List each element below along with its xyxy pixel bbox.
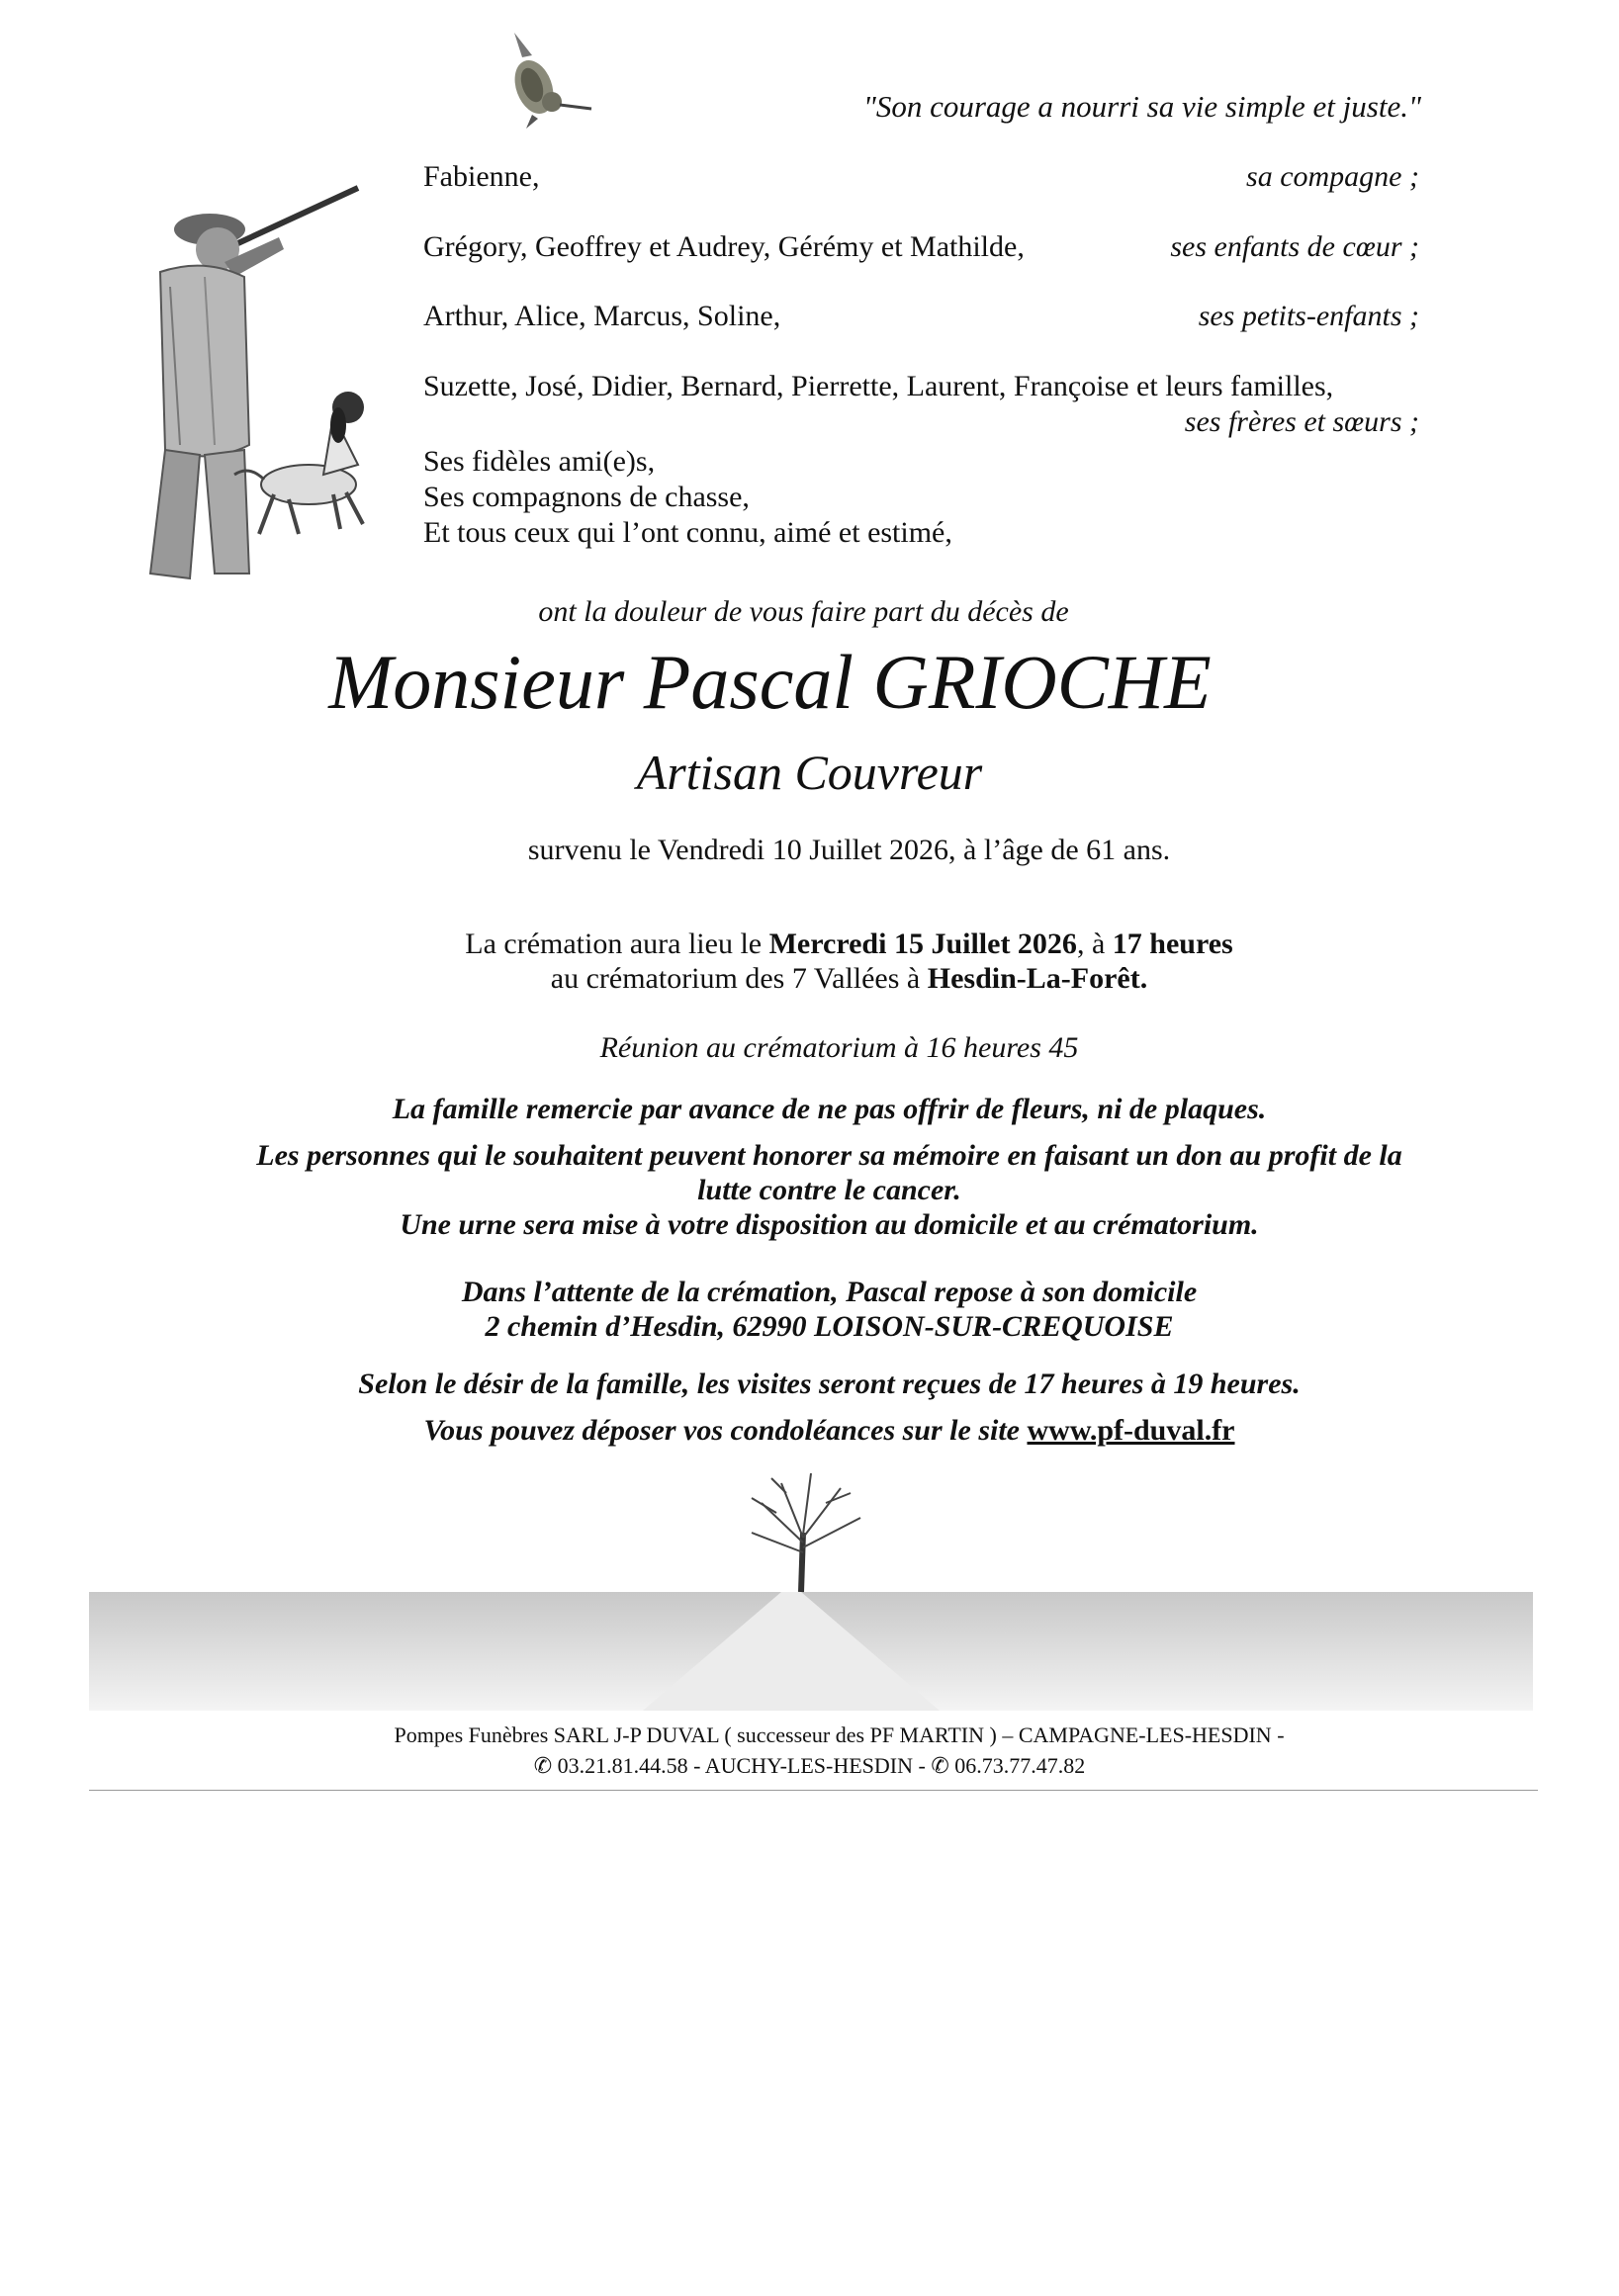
footer-divider xyxy=(89,1790,1538,1791)
footer-phone-2: 06.73.77.47.82 xyxy=(954,1753,1086,1778)
tree-field-landscape-illustration xyxy=(89,1463,1533,1711)
family-names-2: Grégory, Geoffrey et Audrey, Gérémy et Mathilde, xyxy=(423,230,1025,263)
others-line-3: Et tous ceux qui l’ont connu, aimé et estimé, xyxy=(423,516,952,549)
profession: Artisan Couvreur xyxy=(636,745,983,800)
condolences-text: Vous pouvez déposer vos condoléances sur le site xyxy=(423,1414,1028,1447)
family-role-4: ses frères et sœurs ; xyxy=(1184,405,1419,438)
meeting-line: Réunion au crématorium à 16 heures 45 xyxy=(599,1031,1079,1064)
phone-icon: ✆ xyxy=(533,1753,553,1778)
note-rest-1: Dans l’attente de la crémation, Pascal repose à son domicile xyxy=(461,1276,1198,1308)
cremation-text-1: La crémation aura lieu le xyxy=(465,927,769,960)
family-role-3: ses petits-enfants ; xyxy=(1198,300,1419,332)
woodcock-bird-icon xyxy=(493,28,601,136)
family-names-3: Arthur, Alice, Marcus, Soline, xyxy=(423,300,781,332)
announcement: ont la douleur de vous faire part du décès de xyxy=(538,595,1069,628)
others-line-2: Ses compagnons de chasse, xyxy=(423,481,750,513)
others-line-1: Ses fidèles ami(e)s, xyxy=(423,445,656,478)
family-role-1: sa compagne ; xyxy=(1246,160,1419,193)
condolences-link[interactable]: www.pf-duval.fr xyxy=(1027,1414,1235,1447)
cremation-place-text: au crématorium des 7 Vallées à xyxy=(550,962,928,995)
note-visits: Selon le désir de la famille, les visites seront reçues de 17 heures à 19 heures. xyxy=(358,1368,1301,1400)
note-flowers: La famille remercie par avance de ne pas offrir de fleurs, ni de plaques. xyxy=(392,1093,1267,1125)
family-names-1: Fabienne, xyxy=(423,160,540,193)
note-urn: Une urne sera mise à votre disposition au domicile et au crématorium. xyxy=(400,1208,1259,1241)
footer-company: Pompes Funèbres SARL J-P DUVAL ( successeur des PF MARTIN ) – CAMPAGNE-LES-HESDIN - xyxy=(394,1722,1285,1747)
cremation-line-2 xyxy=(40,962,1619,996)
cremation-place: Hesdin-La-Forêt. xyxy=(927,962,1148,995)
cremation-line-1 xyxy=(40,927,1619,961)
footer-phones xyxy=(0,1753,1619,1779)
hunter-with-dog-illustration xyxy=(111,178,398,583)
cremation-time: 17 heures xyxy=(1112,927,1233,960)
death-date-line: survenu le Vendredi 10 Juillet 2026, à l’âge de 61 ans. xyxy=(527,834,1171,866)
family-role-2: ses enfants de cœur ; xyxy=(1170,230,1419,263)
deceased-name: Monsieur Pascal GRIOCHE xyxy=(328,639,1212,725)
note-rest-2: 2 chemin d’Hesdin, 62990 LOISON-SUR-CREQUOISE xyxy=(485,1310,1174,1343)
cremation-text-2: , à xyxy=(1076,927,1113,960)
cremation-date: Mercredi 15 Juillet 2026 xyxy=(768,927,1077,960)
note-donation-2: lutte contre le cancer. xyxy=(697,1174,961,1206)
family-names-4: Suzette, José, Didier, Bernard, Pierrette, Laurent, Françoise et leurs familles, xyxy=(423,370,1334,402)
footer-phone-1: 03.21.81.44.58 - AUCHY-LES-HESDIN - xyxy=(557,1753,932,1778)
epigraph-quote: "Son courage a nourri sa vie simple et juste." xyxy=(862,89,1421,124)
phone-icon: ✆ xyxy=(931,1753,949,1778)
note-donation-1: Les personnes qui le souhaitent peuvent honorer sa mémoire en faisant un don au profit de la xyxy=(256,1139,1402,1172)
condolences-line xyxy=(20,1414,1619,1448)
